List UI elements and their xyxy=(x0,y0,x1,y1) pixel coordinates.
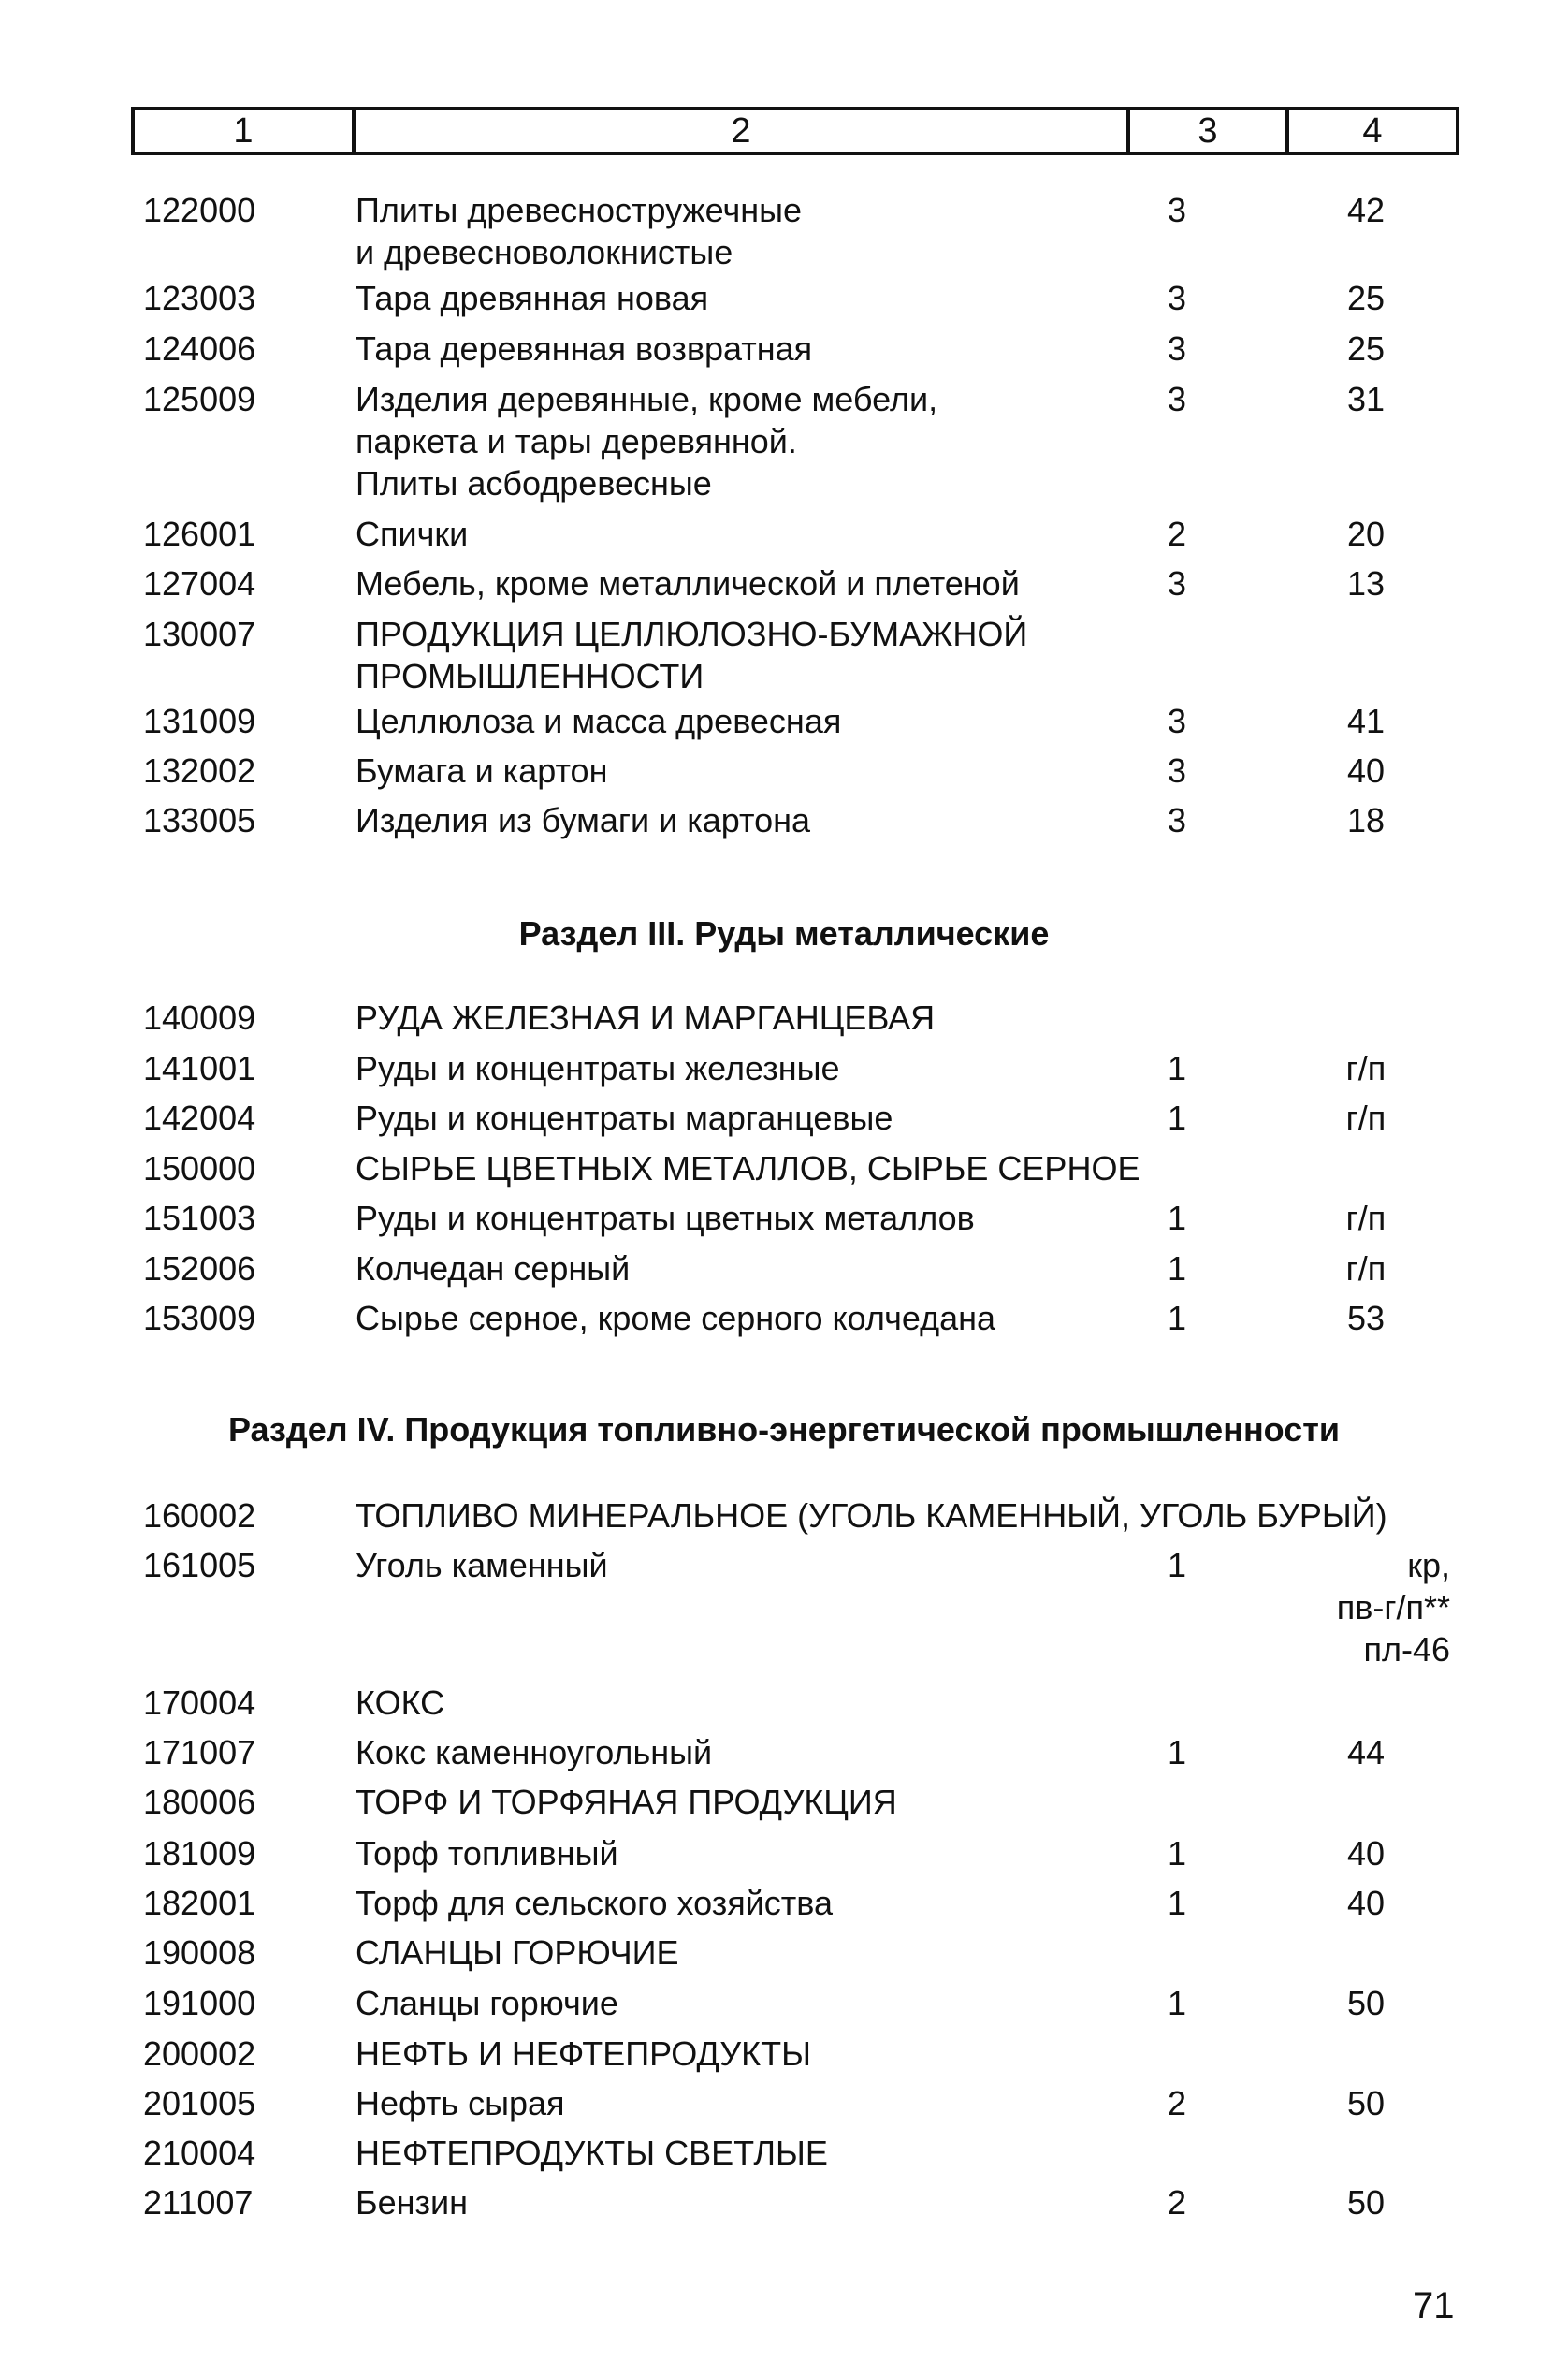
row-name: СЫРЬЕ ЦВЕТНЫХ МЕТАЛЛОВ, СЫРЬЕ СЕРНОЕ xyxy=(356,1149,1140,1188)
row-code: 211007 xyxy=(143,2183,254,2222)
row-code: 182001 xyxy=(143,1884,256,1922)
row-col-4: г/п xyxy=(1345,1099,1387,1137)
row-col-3: 3 xyxy=(1167,801,1187,839)
row-col-3: 1 xyxy=(1167,1834,1187,1873)
row-col-3: 1 xyxy=(1167,1884,1187,1922)
row-code: 142004 xyxy=(143,1099,256,1137)
row-col-4: г/п xyxy=(1345,1249,1387,1288)
row-code: 152006 xyxy=(143,1249,256,1288)
row-code: 151003 xyxy=(143,1199,256,1237)
row-code: 191000 xyxy=(143,1984,256,2022)
row-col-3: 3 xyxy=(1167,279,1187,317)
row-code: 141001 xyxy=(143,1049,256,1087)
table-header xyxy=(131,107,1459,155)
row-col-4: 41 xyxy=(1346,702,1386,740)
row-name: Бензин xyxy=(356,2183,469,2222)
row-name: СЛАНЦЫ ГОРЮЧИЕ xyxy=(356,1933,679,1972)
row-name: Плиты древесностружечные и древесноволокнистые xyxy=(356,191,802,271)
row-code: 131009 xyxy=(143,702,256,740)
row-col-4: кр, пв-г/п** пл-46 xyxy=(1336,1546,1450,1669)
row-col-3: 1 xyxy=(1167,1049,1187,1087)
row-code: 181009 xyxy=(143,1834,256,1873)
row-name: Колчедан серный xyxy=(356,1249,631,1288)
row-code: 153009 xyxy=(143,1299,256,1337)
row-code: 127004 xyxy=(143,564,256,603)
row-col-4: 13 xyxy=(1346,564,1386,603)
row-col-4: 40 xyxy=(1346,1884,1386,1922)
row-code: 200002 xyxy=(143,2034,256,2073)
row-code: 161005 xyxy=(143,1546,256,1584)
section-3-title: Раздел III. Руды металлические xyxy=(518,914,1050,953)
row-code: 150000 xyxy=(143,1149,256,1188)
header-col-3: 3 xyxy=(1126,110,1285,152)
row-code: 190008 xyxy=(143,1933,256,1972)
row-col-4: 50 xyxy=(1346,1984,1386,2022)
row-col-3: 1 xyxy=(1167,1733,1187,1771)
row-name: Спички xyxy=(356,515,469,553)
row-col-4: г/п xyxy=(1345,1199,1387,1237)
row-code: 210004 xyxy=(143,2134,256,2172)
row-col-3: 2 xyxy=(1167,2084,1187,2122)
row-col-4: 44 xyxy=(1346,1733,1386,1771)
row-code: 126001 xyxy=(143,515,256,553)
row-code: 133005 xyxy=(143,801,256,839)
row-col-4: 53 xyxy=(1346,1299,1386,1337)
row-name: Тара деревянная возвратная xyxy=(356,329,813,368)
row-name: КОКС xyxy=(356,1684,445,1722)
row-col-4: 31 xyxy=(1346,380,1386,418)
row-name: Целлюлоза и масса древесная xyxy=(356,702,842,740)
row-col-3: 1 xyxy=(1167,1984,1187,2022)
row-name: Нефть сырая xyxy=(356,2084,565,2122)
row-name: Руды и концентраты железные xyxy=(356,1049,840,1087)
row-code: 130007 xyxy=(143,615,256,653)
row-code: 171007 xyxy=(143,1733,256,1771)
row-col-4: 25 xyxy=(1346,279,1386,317)
row-name: РУДА ЖЕЛЕЗНАЯ И МАРГАНЦЕВАЯ xyxy=(356,999,936,1037)
row-name: Бумага и картон xyxy=(356,751,608,790)
row-name: Мебель, кроме металлической и плетеной xyxy=(356,564,1020,603)
row-col-3: 3 xyxy=(1167,702,1187,740)
row-code: 201005 xyxy=(143,2084,256,2122)
row-code: 122000 xyxy=(143,191,256,229)
row-col-4: 40 xyxy=(1346,1834,1386,1873)
row-col-3: 1 xyxy=(1167,1546,1187,1584)
row-code: 125009 xyxy=(143,380,256,418)
row-col-3: 3 xyxy=(1167,751,1187,790)
row-code: 140009 xyxy=(143,999,256,1037)
row-col-3: 3 xyxy=(1167,564,1187,603)
header-col-2: 2 xyxy=(352,110,1126,152)
row-col-4: 25 xyxy=(1346,329,1386,368)
row-col-3: 1 xyxy=(1167,1299,1187,1337)
row-col-4: 18 xyxy=(1346,801,1386,839)
row-name: Уголь каменный xyxy=(356,1546,608,1584)
row-code: 170004 xyxy=(143,1684,256,1722)
row-col-4: г/п xyxy=(1345,1049,1387,1087)
page-number: 71 xyxy=(1413,2285,1455,2326)
row-name: Изделия деревянные, кроме мебели, паркета и тары деревянной. Плиты асбодревесные xyxy=(356,380,938,503)
row-name: Изделия из бумаги и картона xyxy=(356,801,810,839)
row-name: Руды и концентраты марганцевые xyxy=(356,1099,893,1137)
row-code: 124006 xyxy=(143,329,256,368)
section-4-title: Раздел IV. Продукция топливно-энергетической промышленности xyxy=(228,1410,1340,1449)
row-name: Торф для сельского хозяйства xyxy=(356,1884,834,1922)
row-name: Кокс каменноугольный xyxy=(356,1733,713,1771)
row-col-3: 2 xyxy=(1167,2183,1187,2222)
row-code: 123003 xyxy=(143,279,256,317)
row-col-4: 42 xyxy=(1346,191,1386,229)
header-col-1: 1 xyxy=(233,110,254,151)
header-col-4: 4 xyxy=(1285,110,1456,152)
row-col-3: 1 xyxy=(1167,1249,1187,1288)
row-name: ТОРФ И ТОРФЯНАЯ ПРОДУКЦИЯ xyxy=(356,1783,897,1821)
row-name: Руды и концентраты цветных металлов xyxy=(356,1199,975,1237)
row-code: 132002 xyxy=(143,751,256,790)
row-col-4: 50 xyxy=(1346,2183,1386,2222)
row-name: ПРОДУКЦИЯ ЦЕЛЛЮЛОЗНО-БУМАЖНОЙ ПРОМЫШЛЕННОСТИ xyxy=(356,615,1028,695)
row-code: 180006 xyxy=(143,1783,256,1821)
row-name: НЕФТЬ И НЕФТЕПРОДУКТЫ xyxy=(356,2034,812,2073)
row-col-3: 3 xyxy=(1167,380,1187,418)
row-name: Тара древянная новая xyxy=(356,279,709,317)
row-name: ТОПЛИВО МИНЕРАЛЬНОЕ (УГОЛЬ КАМЕННЫЙ, УГОЛЬ БУРЫЙ) xyxy=(356,1496,1387,1535)
row-name: Сырье серное, кроме серного колчедана xyxy=(356,1299,996,1337)
row-name: Сланцы горючие xyxy=(356,1984,618,2022)
row-col-3: 2 xyxy=(1167,515,1187,553)
row-col-4: 40 xyxy=(1346,751,1386,790)
row-name: Торф топливный xyxy=(356,1834,618,1873)
row-col-3: 3 xyxy=(1167,191,1187,229)
row-col-3: 3 xyxy=(1167,329,1187,368)
row-name: НЕФТЕПРОДУКТЫ СВЕТЛЫЕ xyxy=(356,2134,828,2172)
row-col-4: 50 xyxy=(1346,2084,1386,2122)
row-code: 160002 xyxy=(143,1496,256,1535)
row-col-3: 1 xyxy=(1167,1099,1187,1137)
row-col-3: 1 xyxy=(1167,1199,1187,1237)
row-col-4: 20 xyxy=(1346,515,1386,553)
